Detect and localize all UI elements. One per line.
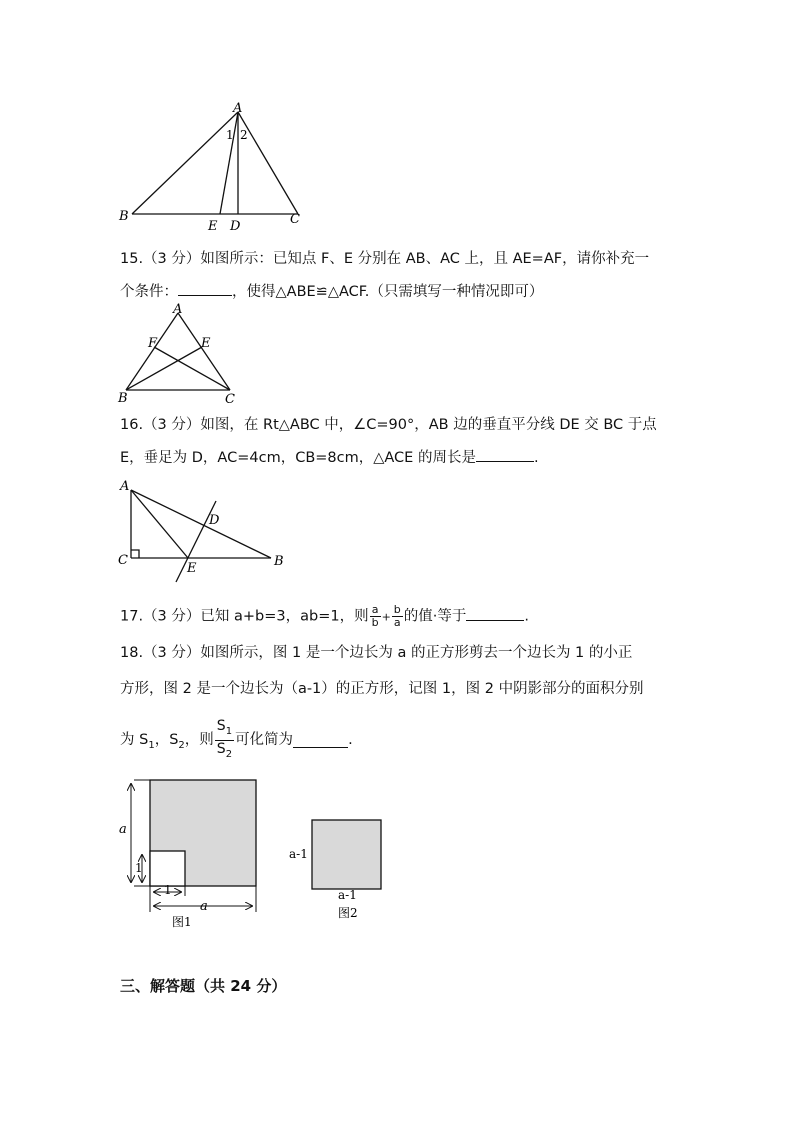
label-B: B xyxy=(118,391,128,406)
question-17-end: . xyxy=(524,608,529,625)
question-17-post: 的值·等于 xyxy=(403,608,467,625)
fraction-denominator xyxy=(215,741,234,763)
label-C: C xyxy=(118,553,128,568)
subscript-1: 1 xyxy=(148,740,155,752)
fraction-a-over-b xyxy=(370,604,381,629)
fraction-b-over-a xyxy=(392,604,403,629)
angle-1-label: 1 xyxy=(226,128,234,142)
fraction-denominator: b xyxy=(371,616,379,629)
fraction-denominator: a xyxy=(393,616,401,629)
answer-blank-17[interactable] xyxy=(466,606,524,621)
denominator-s: S xyxy=(216,740,226,757)
section-3-heading: 三、解答题（共 24 分） xyxy=(120,977,287,995)
angle-2-label: 2 xyxy=(240,128,248,142)
answer-blank-16[interactable] xyxy=(476,447,534,462)
answer-blank-15[interactable] xyxy=(178,281,232,296)
figure-1-cut-square xyxy=(150,851,185,886)
question-18-line3 xyxy=(120,718,680,763)
numerator-sub: 1 xyxy=(225,725,233,737)
question-17 xyxy=(120,604,680,629)
fraction-numerator: b xyxy=(393,603,401,616)
figure-2-caption: 图2 xyxy=(338,906,358,920)
figure-q18-squares xyxy=(112,772,402,932)
figure-1-small-side-label: 1 xyxy=(135,861,143,875)
question-15-line2-post: ，使得△ABE≌△ACF.（只需填写一种情况即可） xyxy=(232,284,544,300)
label-B: B xyxy=(119,209,129,224)
label-E: E xyxy=(201,336,211,351)
question-16 xyxy=(120,415,680,468)
question-18-end: . xyxy=(348,731,353,748)
fraction-s1-over-s2 xyxy=(215,718,234,763)
question-16-line1: 16.（3 分）如图，在 Rt△ABC 中，∠C=90°，AB 边的垂直平分线 DE 交 BC 于点 xyxy=(120,417,657,433)
text-comma-s: ，S xyxy=(154,731,179,748)
question-15-line2-pre: 个条件： xyxy=(120,284,178,300)
subscript-2: 2 xyxy=(178,740,185,752)
figure-q16-right-triangle xyxy=(112,474,297,586)
label-D: D xyxy=(230,219,241,234)
label-F: F xyxy=(148,336,158,351)
question-16-end: . xyxy=(533,450,539,466)
figure-q15-triangles xyxy=(110,300,250,408)
label-C: C xyxy=(225,392,235,407)
question-18-line3-post: 可化简为 xyxy=(235,731,294,748)
figure-1-bottom-label-a: a xyxy=(200,899,208,914)
figure-1-side-label-a: a xyxy=(119,822,127,837)
question-15 xyxy=(120,249,680,302)
label-B: B xyxy=(274,554,284,569)
label-E: E xyxy=(187,561,197,576)
question-16-line2-pre: E，垂足为 D，AC=4cm，CB=8cm，△ACE 的周长是 xyxy=(120,450,476,466)
label-D: D xyxy=(209,513,220,528)
label-A: A xyxy=(120,479,130,494)
figure-1-small-bottom-label: 1 xyxy=(164,883,172,897)
question-18-line2: 方形，图 2 是一个边长为（a-1）的正方形，记图 1，图 2 中阴影部分的面积分别 xyxy=(120,681,644,697)
figure-2-side-label: a-1 xyxy=(289,847,308,861)
figure-q14-triangle xyxy=(110,100,310,235)
text-then: ，则 xyxy=(184,731,214,748)
label-C: C xyxy=(290,212,300,227)
label-A: A xyxy=(173,302,183,317)
figure-2-shaded-square xyxy=(312,820,381,889)
denominator-sub: 2 xyxy=(225,748,233,760)
question-18-line1: 18.（3 分）如图所示，图 1 是一个边长为 a 的正方形剪去一个边长为 1 的小正 xyxy=(120,645,633,661)
question-18 xyxy=(120,643,680,699)
text-s: 为 S xyxy=(120,731,149,748)
figure-2-bottom-label: a-1 xyxy=(338,888,357,902)
question-17-pre: 17.（3 分）已知 a+b=3，ab=1，则 xyxy=(120,608,369,625)
plus-sign: + xyxy=(381,610,391,624)
numerator-s: S xyxy=(216,718,226,734)
question-15-line1: 15.（3 分）如图所示：已知点 F、E 分别在 AB、AC 上，且 AE=AF，请你补充一 xyxy=(120,251,650,267)
label-A: A xyxy=(233,101,243,116)
fraction-numerator xyxy=(215,718,234,741)
answer-blank-18[interactable] xyxy=(293,733,348,748)
figure-1-caption: 图1 xyxy=(172,915,192,929)
fraction-numerator: a xyxy=(370,604,381,617)
label-E: E xyxy=(208,219,218,234)
